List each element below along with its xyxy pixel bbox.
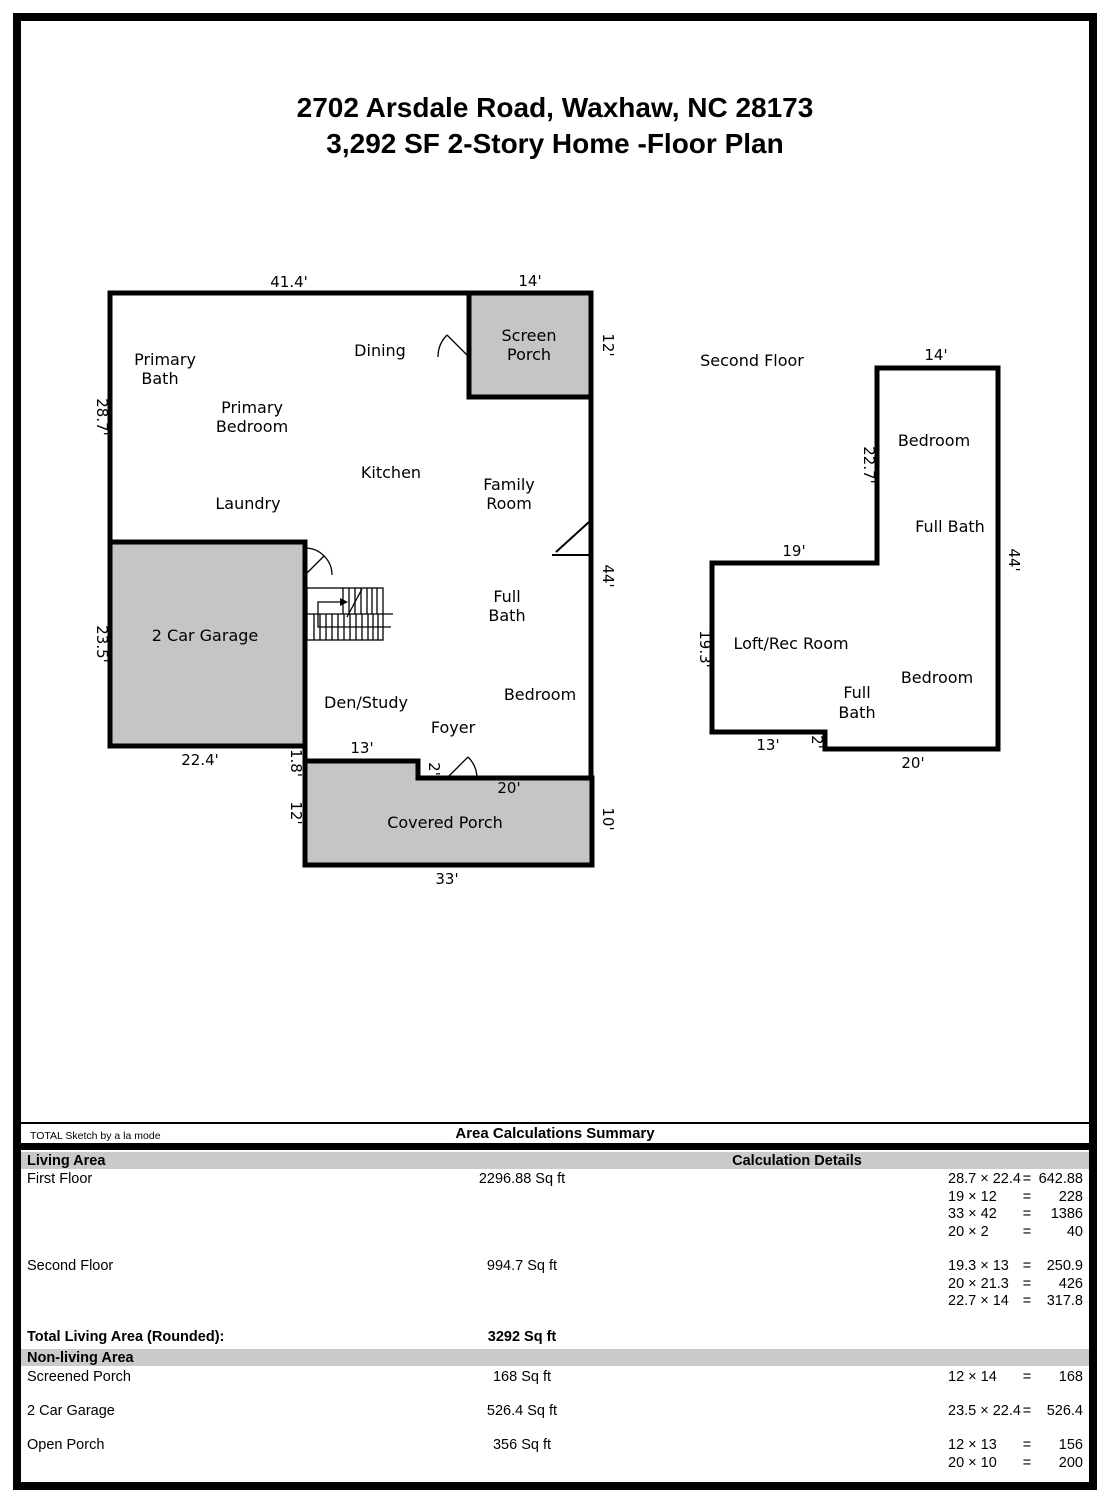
room-label-full-bath-2: Bath [488,606,526,625]
room-label-dining: Dining [354,341,406,360]
room-label-sf-loft: Loft/Rec Room [733,634,849,653]
calc-eq: = [1022,1369,1032,1385]
room-label-sf-bedroom-bottom: Bedroom [900,668,974,687]
first-floor-plan [93,272,617,888]
dim-ff-porch-left: 12' [287,801,305,825]
dim-ff-step: 1.8' [287,749,305,777]
room-label-sf-full-bath-bottom-2: Bath [838,703,876,722]
dim-sf-left-upper: 22.7' [860,446,878,484]
room-label-laundry: Laundry [215,494,281,513]
calc-val: 168 [1058,1369,1083,1385]
second-floor-label: Second Floor [700,351,804,370]
dim-sf-right: 44' [1005,548,1023,572]
calc-eq: = [1022,1403,1032,1419]
calc-expr: 20 × 2 [948,1224,989,1240]
calc-eq: = [1022,1437,1032,1453]
room-label-primary-bath: Primary [134,350,196,369]
header-separator-bar [21,1143,1089,1150]
calc-eq: = [1022,1455,1032,1471]
calc-val: 426 [1058,1276,1083,1292]
calc-val: 200 [1058,1455,1083,1471]
room-label-bedroom: Bedroom [503,685,577,704]
calc-expr: 19 × 12 [948,1189,997,1205]
row-first-floor-name: First Floor [27,1171,93,1187]
room-label-screen-porch: Screen [501,326,557,345]
row-garage-name: 2 Car Garage [27,1403,115,1419]
total-living-value: 3292 Sq ft [487,1329,557,1345]
room-label-sf-full-bath-bottom: Full [843,683,871,702]
calc-val: 156 [1058,1437,1083,1453]
row-garage-area: 526.4 Sq ft [486,1403,558,1419]
living-area-header: Living Area [27,1153,106,1169]
row-first-floor-area: 2296.88 Sq ft [478,1171,566,1187]
calc-expr: 33 × 42 [948,1206,997,1222]
calc-val: 317.8 [1046,1293,1083,1309]
room-label-full-bath: Full [493,587,521,606]
room-label-primary-bedroom: Primary [221,398,283,417]
room-label-family-room-2: Room [486,494,532,513]
total-living-label: Total Living Area (Rounded): [27,1329,225,1345]
calc-expr: 22.7 × 14 [948,1293,1009,1309]
room-label-sf-full-bath-top: Full Bath [915,517,985,536]
room-label-family-room: Family [483,475,535,494]
dim-ff-13: 13' [350,739,374,757]
dim-sf-notch: 2' [808,735,826,749]
nonliving-band [21,1349,1089,1366]
dim-ff-left-upper: 28.7' [93,398,111,436]
row-open-porch-name: Open Porch [27,1437,105,1453]
dim-sf-20: 20' [901,754,925,772]
sketch-brand: TOTAL Sketch by a la mode [30,1130,161,1142]
dim-ff-top: 41.4' [270,273,308,291]
calc-expr: 12 × 14 [948,1369,997,1385]
calc-eq: = [1022,1224,1032,1240]
dim-ff-notch: 2' [425,762,443,776]
nonliving-header: Non-living Area [27,1350,134,1366]
dim-sf-step: 19' [782,542,806,560]
title-subtitle: 3,292 SF 2-Story Home -Floor Plan [326,128,784,159]
calc-eq: = [1022,1189,1032,1205]
room-label-primary-bedroom-2: Bedroom [215,417,289,436]
row-second-floor-name: Second Floor [27,1258,114,1274]
dim-ff-porch-right: 12' [599,333,617,357]
dim-ff-left-garage: 23.5' [93,625,111,663]
calc-expr: 20 × 10 [948,1455,997,1471]
dim-ff-bottom: 33' [435,870,459,888]
row-open-porch-area: 356 Sq ft [492,1437,552,1453]
dim-ff-garage-bottom: 22.4' [181,751,219,769]
calc-expr: 19.3 × 13 [948,1258,1009,1274]
calc-eq: = [1022,1293,1032,1309]
calc-val: 40 [1066,1224,1083,1240]
calc-expr: 23.5 × 22.4 [948,1403,1021,1419]
calc-expr: 20 × 21.3 [948,1276,1009,1292]
room-label-foyer: Foyer [430,718,476,737]
calc-val: 642.88 [1038,1171,1083,1187]
room-label-den-study: Den/Study [324,693,408,712]
calc-val: 250.9 [1046,1258,1083,1274]
calc-eq: = [1022,1171,1032,1187]
living-area-band [21,1152,1089,1169]
dim-ff-right: 44' [599,564,617,588]
second-floor-plan [696,346,1023,772]
calc-expr: 28.7 × 22.4 [948,1171,1021,1187]
calc-eq: = [1022,1258,1032,1274]
calc-val: 1386 [1050,1206,1083,1222]
title-address: 2702 Arsdale Road, Waxhaw, NC 28173 [296,92,814,123]
dim-ff-20: 20' [497,779,521,797]
dim-sf-top: 14' [924,346,948,364]
dim-sf-left: 19.3' [696,630,714,668]
calc-eq: = [1022,1206,1032,1222]
room-label-primary-bath-2: Bath [141,369,179,388]
dim-ff-porch-right10: 10' [599,807,617,831]
table-top-rule [21,1122,1089,1124]
row-screened-porch-name: Screened Porch [27,1369,131,1385]
row-screened-porch-area: 168 Sq ft [492,1369,552,1385]
room-label-garage: 2 Car Garage [151,626,259,645]
summary-title: Area Calculations Summary [455,1125,655,1142]
calc-expr: 12 × 13 [948,1437,997,1453]
room-label-kitchen: Kitchen [360,463,422,482]
room-label-covered-porch: Covered Porch [387,813,503,832]
room-label-screen-porch-2: Porch [506,345,552,364]
row-second-floor-area: 994.7 Sq ft [486,1258,558,1274]
calc-eq: = [1022,1276,1032,1292]
calc-val: 526.4 [1046,1403,1083,1419]
dim-ff-porch-top: 14' [518,272,542,290]
calc-val: 228 [1058,1189,1083,1205]
room-label-sf-bedroom-top: Bedroom [897,431,971,450]
calc-details-header: Calculation Details [732,1153,862,1169]
dim-sf-13: 13' [756,736,780,754]
